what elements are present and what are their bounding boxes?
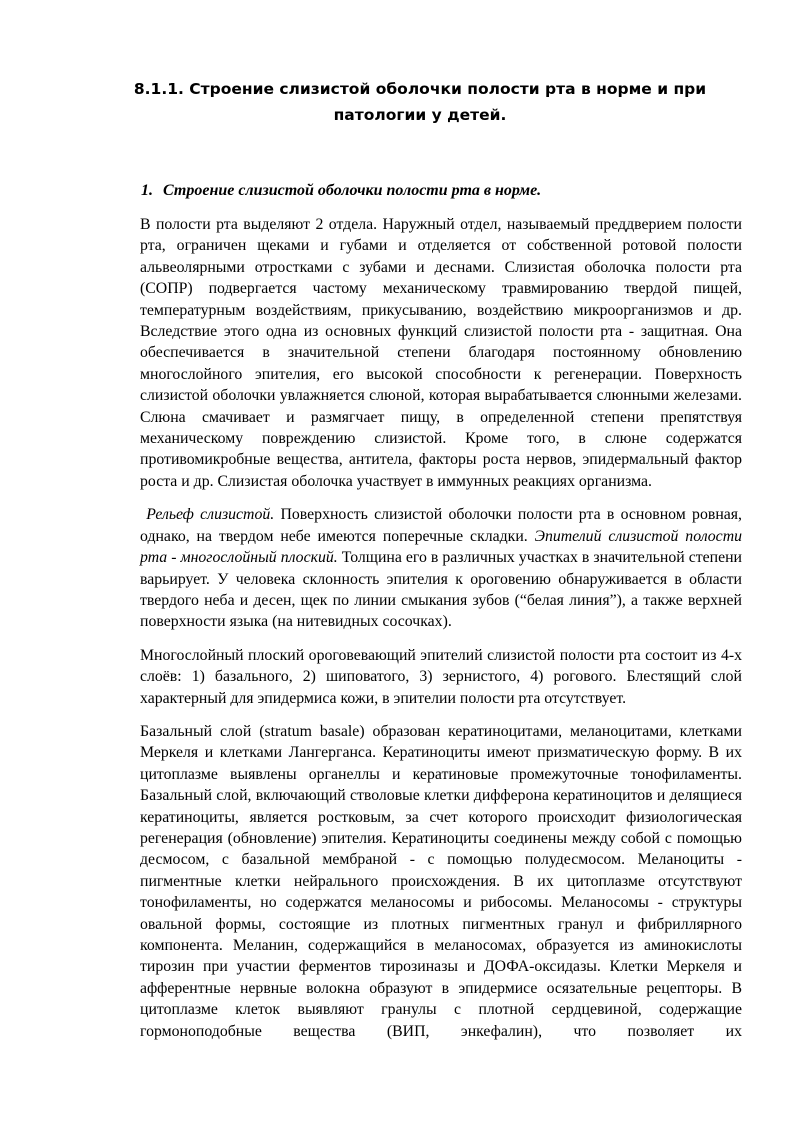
paragraph-relief-text-c: Толщина его в различных участках в значительной степени варьирует. У человека склонность эпителия к ороговению обнаруживается в области твердого неба и десен, щек по линии смыкания зубов (“белая линия”), а также верхней поверхности языка (на нитевидных сосочках). xyxy=(140,549,742,631)
paragraph-relief-epithelium: Эпителий слизистой полости рта - многослойный плоский. xyxy=(140,527,742,567)
page-title: 8.1.1. Строение слизистой оболочки полости рта в норме и при патологии у детей. xyxy=(133,80,707,124)
paragraph-relief-lead: Рельеф слизистой. xyxy=(146,506,275,524)
paragraph-basal-layer: Базальный слой (stratum basale) образован кератиноцитами, меланоцитами, клетками Меркеля и клетками Лангерганса. Кератиноциты имеют призматическую форму. В их цитоплазме выявлены органеллы и кератиновые промежуточные тонофиламенты. Базальный слой, включающий стволовые клетки дифферона кератиноцитов и делящиеся кератиноциты, является ростковым, за счет которого происходит физиологическая регенерация (обновление) эпителия. Кератиноциты соединены между собой с помощью десмосом, с базальной мембраной - с помощью полудесмосом. Меланоциты - пигментные клетки нейрального происхождения. В их цитоплазме отсутствуют тонофиламенты, но содержатся меланосомы и рибосомы. Меланосомы - структуры овальной формы, состоящие из плотных пигментных гранул и фибриллярного компонента. Меланин, содержащийся в меланосомах, образуется из аминокислоты тирозин при участии ферментов тирозиназы и ДОФА-оксидазы. Клетки Меркеля и афферентные нервные волокна образуют в эпидермисе осязательные рецепторы. В цитоплазме клеток выявляют гранулы с плотной сердцевиной, содержащие гормоноподобные вещества (ВИП, энкефалин), что позволяет их xyxy=(140,722,742,1040)
section-heading xyxy=(141,181,541,201)
paragraph-oral-cavity: В полости рта выделяют 2 отдела. Наружный отдел, называемый преддверием полости рта, ограничен щеками и губами и отделяется от собственной ротовой полости альвеолярными отростками с зубами и деснами. Слизистая оболочка полости рта (СОПР) подвергается частому механическому травмированию твердой пищей, температурным воздействиям, прикусыванию, воздействию микроорганизмов и др. Вследствие этого одна из основных функций слизистой полости рта - защитная. Она обеспечивается в значительной степени благодаря постоянному обновлению многослойного эпителия, его высокой способности к регенерации. Поверхность слизистой оболочки увлажняется слюной, которая вырабатывается слюнными железами. Слюна смачивает и размягчает пищу, в определенной степени препятствуя механическому повреждению слизистой. Кроме того, в слюне содержатся противомикробные вещества, антитела, факторы роста нервов, эпидермальный фактор роста и др. Слизистая оболочка участвует в иммунных реакциях организма. xyxy=(140,216,742,490)
section-heading-text: Строение слизистой оболочки полости рта в норме. xyxy=(163,182,542,199)
paragraph-relief-text-a: Поверхность слизистой оболочки полости рта в основном ровная, однако, на твердом небе имеются поперечные складки. xyxy=(140,506,742,545)
document-body xyxy=(140,214,742,1054)
paragraph-epithelium-layers: Многослойный плоский ороговевающий эпителий слизистой полости рта состоит из 4-х слоёв: 1) базального, 2) шиповатого, 3) зернистого, 4) рогового. Блестящий слой характерный для эпидермиса кожи, в эпителии полости рта отсутствует. xyxy=(140,646,742,707)
paragraph-mucosa-relief xyxy=(140,504,742,632)
section-number: 1. xyxy=(141,182,153,199)
